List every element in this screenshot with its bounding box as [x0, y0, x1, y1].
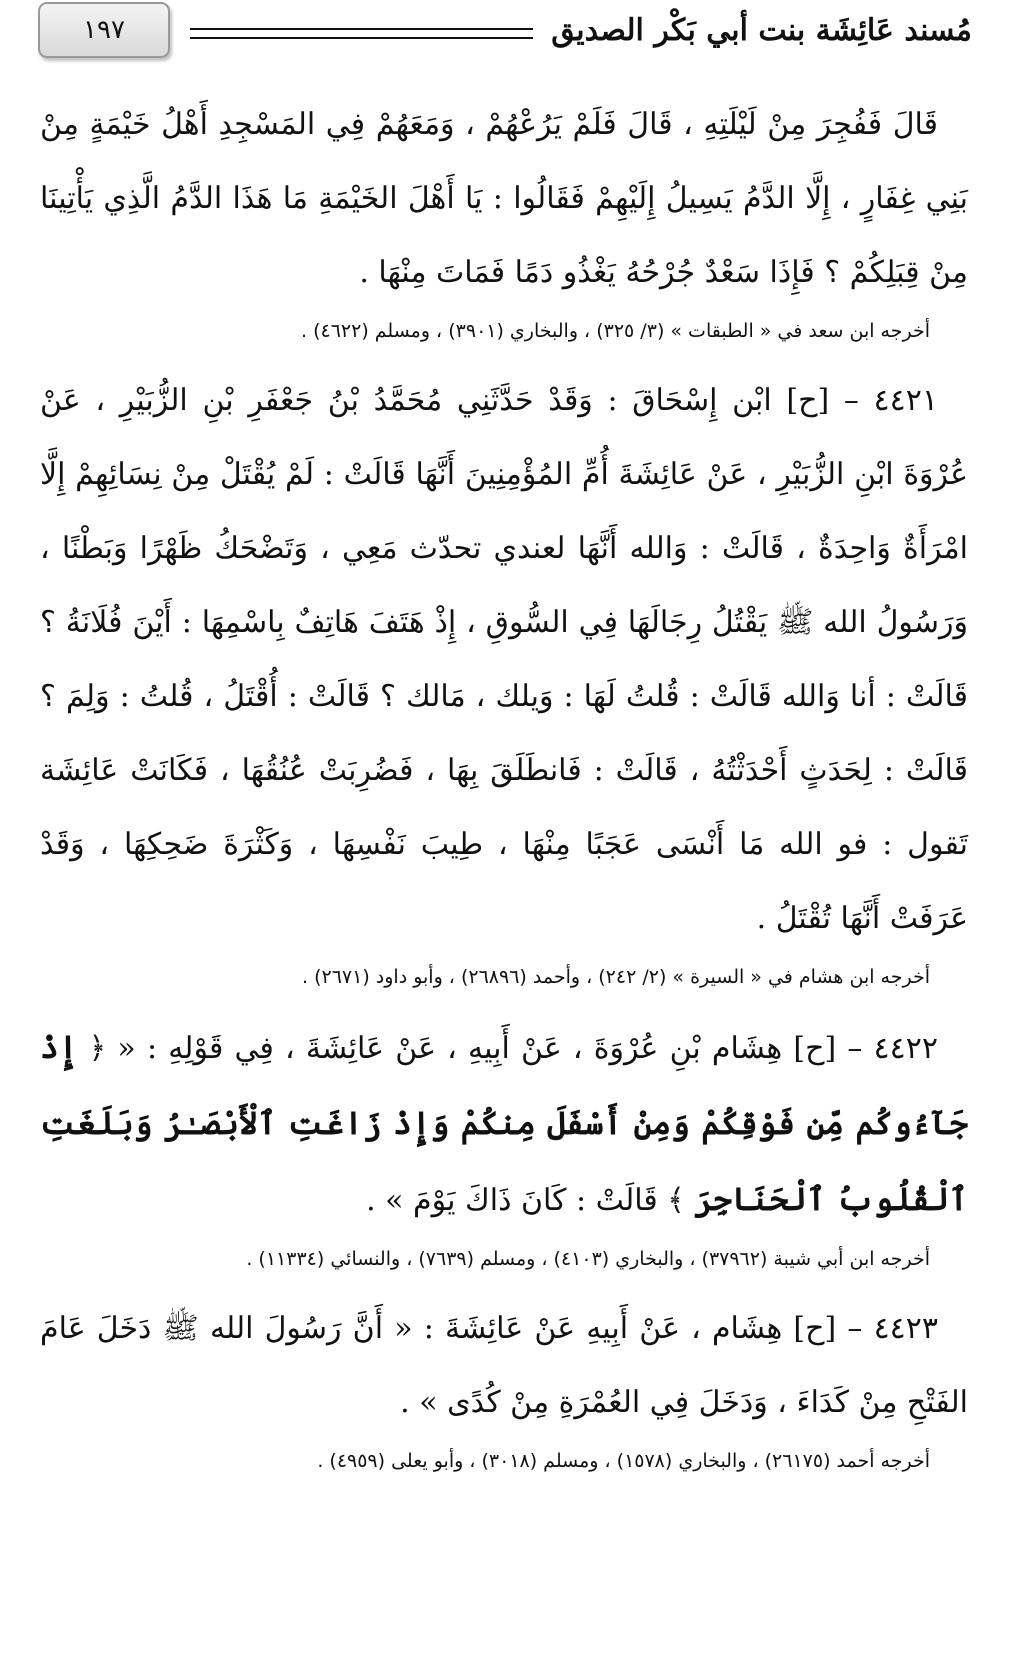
hadith-text: [ح] هِشَام بْنِ عُرْوَةَ ، عَنْ أَبِيهِ ، عَنْ عَائِشَةَ ، فِي قَوْلِهِ : « ﴿ — [88, 1031, 837, 1066]
hadith-number: ٤٤٢١ – — [843, 383, 938, 418]
hadith-number: ٤٤٢٣ – — [847, 1311, 939, 1346]
hadith-number: ٤٤٢٢ – — [847, 1031, 938, 1066]
takhrij-footnote: أخرجه ابن سعد في « الطبقات » (٣/ ٣٢٥) ، والبخاري (٣٩٠١) ، ومسلم (٤٦٢٢) . — [301, 320, 930, 342]
header-double-rule — [190, 28, 533, 39]
page-header — [38, 0, 972, 60]
continuation-paragraph: قَالَ فَفُجِرَ مِنْ لَيْلَتِهِ ، قَالَ فَلَمْ يَرُعْهُمْ ، وَمَعَهُمْ فِي المَسْجِدِ أَهْلُ خَيْمَةٍ مِنْ بَنِي غِفَارٍ ، إِلَّا الدَّمُ يَسِيلُ إِلَيْهِمْ فَقَالُوا : يَا أَهْلَ الخَيْمَةِ مَا هَذَا الدَّمُ الَّذِي يَأْتِينَا مِنْ قِبَلِكُمْ ؟ فَإِذَا سَعْدٌ جُرْحُهُ يَغْذُو دَمًا فَمَاتَ مِنْهَا . — [40, 107, 968, 290]
running-title: مُسند عَائِشَة بنت أبي بَكْر الصديق — [551, 12, 972, 48]
takhrij-footnote: أخرجه ابن أبي شيبة (٣٧٩٦٢) ، والبخاري (٤١٠٣) ، ومسلم (٧٦٣٩) ، والنسائي (١١٣٣٤) . — [246, 1248, 930, 1270]
hadith-4423 — [40, 1292, 968, 1440]
takhrij-footnote: أخرجه أحمد (٢٦١٧٥) ، والبخاري (١٥٧٨) ، ومسلم (٣٠١٨) ، وأبو يعلى (٤٩٥٩) . — [317, 1450, 930, 1472]
hadith-4422 — [40, 1010, 968, 1238]
quran-verse: إِذْ جَآءُوكُم مِّن فَوْقِكُمْ وَمِنْ أَسْفَلَ مِنكُمْ وَإِذْ زَاغَتِ ٱلْأَبْصَـٰرُ وَبَلَغَتِ ٱلْقُلُوبُ ٱلْحَنَاجِرَ — [40, 1028, 969, 1218]
hadith-text-end: ﴾ قَالَتْ : كَانَ ذَاكَ يَوْمَ » . — [366, 1183, 685, 1218]
page-number-badge: ١٩٧ — [38, 2, 170, 58]
page-body — [40, 88, 968, 1494]
takhrij-footnote: أخرجه ابن هشام في « السيرة » (٢/ ٢٤٢) ، وأحمد (٢٦٨٩٦) ، وأبو داود (٢٦٧١) . — [302, 966, 930, 988]
hadith-text: [ح] هِشَام ، عَنْ أَبِيهِ عَنْ عَائِشَةَ : « أَنَّ رَسُولَ الله ﷺ دَخَلَ عَامَ الفَتْحِ مِنْ كَدَاءَ ، وَدَخَلَ فِي العُمْرَةِ مِنْ كُدًى » . — [40, 1311, 968, 1420]
hadith-text: [ح] ابْن إِسْحَاقَ : وَقَدْ حَدَّثَنِي مُحَمَّدُ بْنُ جَعْفَرِ بْنِ الزُّبَيْرِ ، عَنْ عُرْوَةَ ابْنِ الزُّبَيْرِ ، عَنْ عَائِشَةَ أُمِّ المُؤْمِنِينَ أَنَّهَا قَالَتْ : لَمْ يُقْتَلْ مِنْ نِسَائِهِمْ إِلَّا امْرَأَةٌ وَاحِدَةٌ ، قَالَتْ : وَالله أَنَّهَا لعندي تحدّث مَعِي ، وَتَضْحَكُ ظَهْرًا وَبَطْنًا ، وَرَسُولُ الله ﷺ يَقْتُلُ رِجَالَهَا فِي السُّوقِ ، إِذْ هَتَفَ هَاتِفٌ بِاسْمِهَا : أَيْنَ فُلَانَةُ ؟ قَالَتْ : أنا وَالله قَالَتْ : قُلتُ لَهَا : وَيلك ، مَالك ؟ قَالَتْ : أُقْتَلُ ، قُلتُ : وَلِمَ ؟ قَالَتْ : لِحَدَثٍ أَحْدَثْتُهُ ، قَالَتْ : فَانطَلَقَ بِهَا ، فَضُرِبَتْ عُنُقُهَا ، فَكَانَتْ عَائِشَة تَقول : فو الله مَا أَنْسَى عَجَبًا مِنْهَا ، طِيبَ نَفْسِهَا ، وَكَثْرَةَ ضَحِكِهَا ، وَقَدْ عَرَفَتْ أَنَّهَا تُقْتَلُ . — [40, 383, 969, 936]
hadith-4421 — [40, 364, 968, 956]
